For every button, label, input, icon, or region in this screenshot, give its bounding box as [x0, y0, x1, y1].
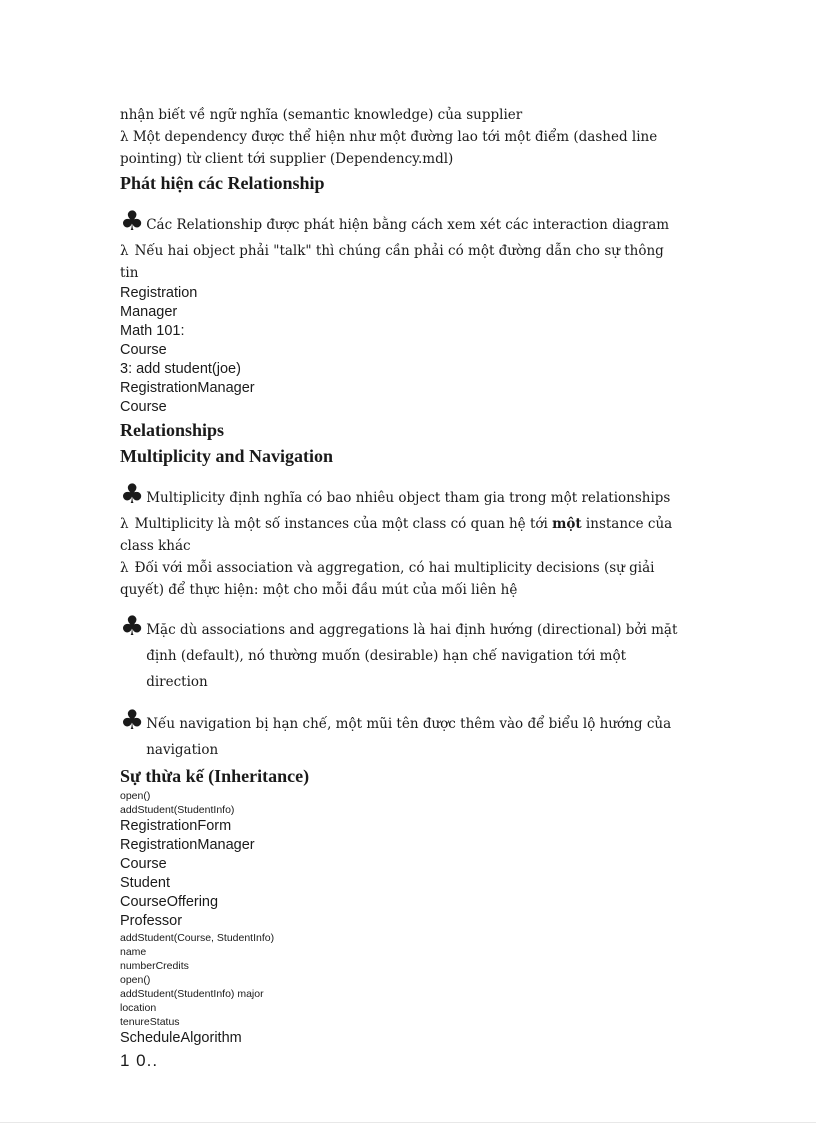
diagram-label-small: open()	[120, 790, 151, 802]
lambda-bullet-instances: λ Multiplicity là một số instances của một class có quan hệ tới một instance của class khác	[120, 516, 673, 554]
club-bullet-multiplicity	[120, 481, 680, 509]
diagram-label: RegistrationManager	[120, 837, 255, 853]
diagram-label: Course	[120, 399, 167, 415]
lambda-marker: λ	[120, 129, 129, 145]
diagram-label-small: addStudent(StudentInfo) major	[120, 988, 264, 1000]
diagram-label: Professor	[120, 913, 183, 929]
diagram-label: Course	[120, 342, 167, 358]
heading-relationships: Relationships	[120, 420, 225, 440]
lambda-bullet-association	[120, 557, 680, 601]
club-icon: ♣	[120, 705, 145, 736]
lambda-bullet-talk-text: Nếu hai object phải "talk" thì chúng cần phải có một đường dẫn cho sự thông tin	[120, 243, 664, 281]
diagram-label: RegistrationManager	[120, 380, 255, 396]
diagram-label: Registration	[120, 285, 198, 301]
club-icon: ♣	[120, 206, 145, 237]
diagram-label: Course	[120, 856, 167, 872]
club-bullet-directional-text: Mặc dù associations and aggregations là hai định hướng (directional) bởi mặt định (default), nó thường muốn (desirable) hạn chế navigation tới một direction	[146, 622, 678, 690]
interaction-diagram-labels	[120, 284, 680, 417]
club-bullet-1-text: Các Relationship được phát hiện bằng cách xem xét các interaction diagram	[146, 217, 670, 233]
club-bullet-navigation-text: Nếu navigation bị hạn chế, một mũi tên được thêm vào để biểu lộ hướng của navigation	[146, 716, 672, 758]
diagram-label: 3: add student(joe)	[120, 361, 241, 377]
heading-multiplicity-navigation: Multiplicity and Navigation	[120, 446, 334, 466]
club-bullet-directional	[120, 613, 680, 695]
club-icon: ♣	[120, 479, 145, 510]
diagram-label: Math 101:	[120, 323, 185, 339]
bold-word: một	[552, 516, 582, 532]
diagram-label: Student	[120, 875, 170, 891]
diagram-label-small: location	[120, 1002, 157, 1014]
diagram-label: CourseOffering	[120, 894, 219, 910]
diagram-label-small: addStudent(Course, StudentInfo)	[120, 932, 275, 944]
page-marker: 1 0..	[120, 1051, 159, 1070]
diagram-label-small: addStudent(StudentInfo)	[120, 804, 235, 816]
diagram-label-small: name	[120, 946, 147, 958]
diagram-label-small: numberCredits	[120, 960, 189, 972]
intro-line-2-text: Một dependency được thể hiện như một đường lao tới một điểm (dashed line pointing) từ client tới supplier (Dependency.mdl)	[120, 129, 658, 167]
diagram-label: Manager	[120, 304, 178, 320]
lambda-marker: λ	[120, 516, 129, 532]
document-page	[120, 104, 680, 1072]
diagram-label: ScheduleAlgorithm	[120, 1030, 242, 1046]
diagram-label: RegistrationForm	[120, 818, 232, 834]
club-bullet-navigation	[120, 707, 680, 763]
intro-line-2	[120, 126, 680, 170]
lambda-bullet-association-text: Đối với mỗi association và aggregation, có hai multiplicity decisions (sự giải quyết) để thực hiện: một cho mỗi đầu mút của mối liên hệ	[120, 560, 655, 598]
lambda-marker: λ	[120, 243, 129, 259]
diagram-label-small: tenureStatus	[120, 1016, 180, 1028]
lambda-marker: λ	[120, 560, 129, 576]
heading-discover-relationships: Phát hiện các Relationship	[120, 173, 325, 193]
heading-inheritance: Sự thừa kế (Inheritance)	[120, 766, 310, 786]
intro-line-1: nhận biết về ngữ nghĩa (semantic knowledge) của supplier	[120, 107, 523, 123]
club-icon: ♣	[120, 611, 145, 642]
club-bullet-multiplicity-text: Multiplicity định nghĩa có bao nhiêu object tham gia trong một relationships	[146, 490, 671, 506]
club-bullet-1	[120, 208, 680, 236]
lambda-bullet-talk	[120, 240, 680, 284]
inheritance-diagram-labels	[120, 789, 680, 1072]
diagram-label-small: open()	[120, 974, 151, 986]
